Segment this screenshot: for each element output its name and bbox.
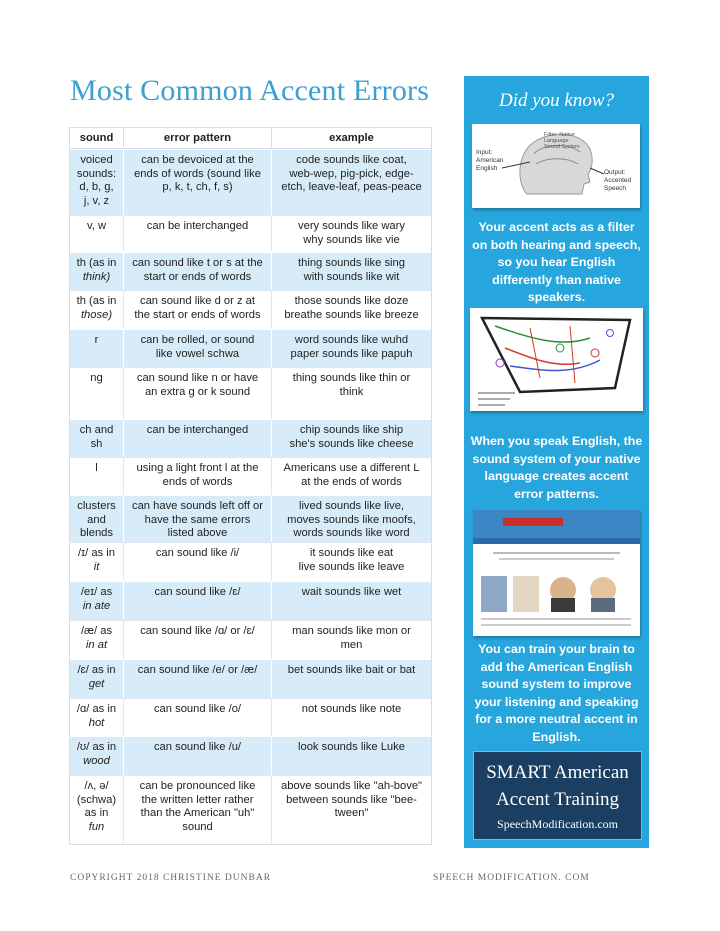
- smart-accent-training-logo: [473, 751, 642, 840]
- header-error-pattern: error pattern: [124, 128, 272, 148]
- cell-sound-line: those): [80, 308, 113, 321]
- website-preview-illustration: [473, 510, 640, 636]
- cell-error-pattern: [124, 496, 272, 542]
- cell-example-line: it sounds like eat: [309, 547, 394, 560]
- table-body: [70, 149, 431, 844]
- brand-url: SpeechModification.com: [497, 817, 618, 831]
- cell-sound-line: /ɑ/ as in: [76, 703, 117, 716]
- brand-line2: Accent Training: [496, 789, 619, 810]
- cell-error-pattern-line: the start or ends of words: [134, 308, 261, 321]
- cell-error-pattern: [124, 291, 272, 329]
- table-row: [70, 581, 431, 620]
- cell-example: [272, 621, 431, 659]
- cell-example-line: she's sounds like cheese: [289, 437, 414, 450]
- footer-website: SPEECH MODIFICATION. COM: [433, 873, 590, 883]
- cell-example: [272, 150, 431, 215]
- cell-error-pattern-line: can be rolled, or sound: [140, 334, 255, 347]
- cell-example-line: those sounds like doze: [294, 295, 409, 308]
- cell-sound: [70, 420, 124, 457]
- cell-sound: [70, 582, 124, 620]
- cell-sound: [70, 368, 124, 419]
- cell-sound: [70, 776, 124, 844]
- table-header-row: [70, 128, 431, 149]
- cell-sound: [70, 496, 124, 542]
- cell-error-pattern-line: can sound like /ɛ/: [154, 586, 241, 599]
- brand-line1: SMART American: [486, 762, 629, 783]
- cell-example-line: thing sounds like thin or: [292, 372, 411, 385]
- cell-example: [272, 458, 431, 495]
- cell-example-line: not sounds like note: [301, 703, 402, 716]
- cell-error-pattern-line: can be interchanged: [146, 220, 249, 233]
- cell-error-pattern-line: start or ends of words: [143, 270, 252, 283]
- cell-example-line: code sounds like coat,: [296, 154, 407, 167]
- hand-drawn-vowel-chart: [470, 308, 643, 411]
- cell-sound: [70, 291, 124, 329]
- cell-example-line: lived sounds like live,: [298, 500, 405, 513]
- cell-sound-line: clusters: [77, 500, 116, 513]
- cell-sound-line: think): [82, 270, 111, 283]
- cell-error-pattern: [124, 737, 272, 775]
- cell-sound: [70, 253, 124, 290]
- cell-error-pattern: [124, 330, 272, 367]
- cell-error-pattern: [124, 420, 272, 457]
- cell-example: [272, 216, 431, 252]
- cell-example-line: breathe sounds like breeze: [284, 308, 419, 321]
- table-row: [70, 215, 431, 252]
- cell-sound: [70, 699, 124, 736]
- cell-example-line: chip sounds like ship: [299, 424, 404, 437]
- website-screenshot: [473, 510, 640, 636]
- cell-error-pattern: [124, 699, 272, 736]
- cell-error-pattern: [124, 660, 272, 698]
- cell-sound-line: j, v, z: [83, 194, 110, 207]
- table-row: [70, 775, 431, 844]
- cell-error-pattern: [124, 582, 272, 620]
- output-label-line2: Accented: [604, 177, 632, 184]
- sidebar-text-filter: Your accent acts as a filter on both hearing and speech, so you hear English differently than native speakers.: [472, 220, 641, 304]
- cell-error-pattern: [124, 543, 272, 581]
- cell-example-line: tween": [334, 807, 369, 820]
- cell-sound-line: sh: [90, 437, 103, 450]
- input-label-line1: Input:: [476, 149, 493, 156]
- cell-sound-line: /ɪ/ as in: [78, 547, 115, 560]
- svg-text:Input:AmericanEnglish: [476, 149, 504, 172]
- table-row: [70, 698, 431, 736]
- cell-example-line: very sounds like wary: [298, 220, 405, 233]
- cell-error-pattern-line: can sound like n or have: [136, 372, 259, 385]
- cell-sound-line: th (as in: [76, 257, 117, 270]
- table-row: [70, 457, 431, 495]
- table-row: [70, 620, 431, 659]
- page-title: Most Common Accent Errors: [70, 74, 430, 107]
- input-label-line2: American: [476, 157, 504, 164]
- table-row: [70, 419, 431, 457]
- cell-sound: [70, 330, 124, 367]
- cell-sound-line: in at: [85, 638, 108, 651]
- cell-sound-line: voiced: [80, 154, 113, 167]
- cell-error-pattern-line: can sound like /o/: [153, 703, 242, 716]
- input-label-line3: English: [476, 165, 498, 172]
- cell-sound-line: blends: [80, 527, 113, 540]
- cell-sound-line: th (as in: [76, 295, 117, 308]
- cell-error-pattern-line: ends of words: [162, 475, 233, 488]
- filter-label-line2: Language: [544, 138, 569, 144]
- cell-example-line: word sounds like wuhd: [294, 334, 409, 347]
- table-row: [70, 149, 431, 215]
- cell-example-line: words sounds like word: [293, 527, 410, 540]
- table-row: [70, 659, 431, 698]
- cell-sound: [70, 458, 124, 495]
- cell-sound-line: /eɪ/ as: [80, 586, 113, 599]
- cell-example: [272, 582, 431, 620]
- cell-example: [272, 699, 431, 736]
- cell-error-pattern-line: listed above: [167, 527, 228, 540]
- output-label-line1: Output:: [604, 169, 626, 176]
- cell-error-pattern-line: the written letter rather: [141, 793, 254, 806]
- table-row: [70, 736, 431, 775]
- table-row: [70, 290, 431, 329]
- sidebar-text-train-brain: You can train your brain to add the American English sound system to improve your listening and speaking for a more neutral accent in English.: [474, 642, 639, 744]
- cell-example-line: paper sounds like papuh: [290, 347, 413, 360]
- table-row: [70, 367, 431, 419]
- cell-sound: [70, 737, 124, 775]
- cell-error-pattern-line: can sound like /u/: [153, 741, 242, 754]
- cell-example-line: between sounds like "bee-: [286, 793, 417, 806]
- cell-sound-line: hot: [88, 716, 105, 729]
- cell-error-pattern: [124, 150, 272, 215]
- cell-sound: [70, 543, 124, 581]
- head-filter-illustration: [472, 124, 640, 208]
- cell-error-pattern-line: sound: [182, 820, 213, 833]
- cell-error-pattern-line: can sound like /ɑ/ or /ɛ/: [140, 625, 255, 638]
- cell-example: [272, 291, 431, 329]
- cell-error-pattern-line: can be interchanged: [146, 424, 249, 437]
- cell-sound-line: as in: [84, 807, 109, 820]
- cell-example-line: at the ends of words: [301, 475, 402, 488]
- header-sound: sound: [70, 128, 124, 148]
- cell-sound-line: l: [95, 462, 98, 475]
- cell-sound-line: /ʌ, ə/: [84, 780, 109, 793]
- cell-error-pattern-line: an extra g or k sound: [144, 385, 251, 398]
- cell-example-line: thing sounds like sing: [298, 257, 405, 270]
- table-row: [70, 252, 431, 290]
- cell-error-pattern-line: can be devoiced at the: [141, 154, 254, 167]
- cell-sound-line: v, w: [86, 220, 107, 233]
- cell-example-line: look sounds like Luke: [298, 741, 405, 754]
- output-label-line3: Speech: [604, 185, 627, 192]
- cell-error-pattern-line: p, k, t, ch, f, s): [162, 181, 233, 194]
- table-row: [70, 495, 431, 542]
- cell-sound-line: ng: [90, 372, 103, 385]
- cell-example: [272, 737, 431, 775]
- cell-example: [272, 543, 431, 581]
- cell-example: [272, 496, 431, 542]
- cell-sound-line: it: [93, 560, 100, 573]
- cell-error-pattern-line: can sound like /i/: [155, 547, 240, 560]
- cell-sound-line: r: [94, 334, 99, 347]
- cell-sound-line: fun: [88, 820, 105, 833]
- cell-example: [272, 660, 431, 698]
- cell-example-line: above sounds like "ah-bove": [280, 780, 423, 793]
- cell-example-line: with sounds like wit: [303, 270, 400, 283]
- cell-example: [272, 330, 431, 367]
- cell-error-pattern: [124, 776, 272, 844]
- cell-error-pattern: [124, 216, 272, 252]
- table-row: [70, 542, 431, 581]
- cell-sound-line: d, b, g,: [79, 181, 114, 194]
- footer-copyright: COPYRIGHT 2018 CHRISTINE DUNBAR: [70, 873, 272, 883]
- cell-error-pattern-line: can sound like t or s at the: [132, 257, 263, 270]
- cell-sound-line: sounds:: [76, 167, 117, 180]
- cell-error-pattern-line: like vowel schwa: [155, 347, 240, 360]
- cell-example-line: bet sounds like bait or bat: [287, 664, 416, 677]
- cell-error-pattern-line: can sound like d or z at: [139, 295, 256, 308]
- cell-example-line: moves sounds like moofs,: [287, 513, 416, 526]
- cell-error-pattern-line: can sound like /e/ or /æ/: [137, 664, 258, 677]
- cell-example-line: wait sounds like wet: [301, 586, 402, 599]
- cell-error-pattern-line: can be pronounced like: [139, 780, 256, 793]
- cell-error-pattern: [124, 253, 272, 290]
- cell-error-pattern-line: using a light front l at the: [136, 462, 259, 475]
- cell-example-line: why sounds like vie: [303, 233, 400, 246]
- cell-error-pattern-line: can have sounds left off or: [131, 500, 264, 513]
- cell-sound: [70, 621, 124, 659]
- cell-example-line: etch, leave-leaf, peas-peace: [281, 181, 422, 194]
- cell-error-pattern-line: ends of words (sound like: [134, 167, 261, 180]
- filter-label-line3: Sound System: [544, 144, 580, 150]
- cell-example-line: live sounds like leave: [298, 560, 405, 573]
- cell-error-pattern: [124, 458, 272, 495]
- cell-sound-line: /ʊ/ as in: [76, 741, 117, 754]
- cell-example: [272, 368, 431, 419]
- did-you-know-sidebar: [464, 76, 649, 848]
- table-row: [70, 329, 431, 367]
- cell-sound: [70, 150, 124, 215]
- cell-example-line: think: [339, 385, 364, 398]
- accent-errors-table: [69, 127, 432, 845]
- cell-sound-line: and: [87, 513, 106, 526]
- cell-example: [272, 776, 431, 844]
- cell-error-pattern-line: than the American "uh": [140, 807, 255, 820]
- cell-sound: [70, 660, 124, 698]
- cell-example-line: men: [340, 638, 363, 651]
- cell-error-pattern-line: have the same errors: [144, 513, 251, 526]
- cell-error-pattern: [124, 621, 272, 659]
- cell-sound: [70, 216, 124, 252]
- accent-filter-diagram: [472, 124, 640, 208]
- cell-example: [272, 420, 431, 457]
- sidebar-text-sound-system: When you speak English, the sound system of your native language creates accent error patterns.: [470, 434, 643, 501]
- vowel-chart-sketch: [470, 308, 643, 411]
- cell-sound-line: (schwa): [76, 793, 117, 806]
- cell-sound-line: /ɛ/ as in: [77, 664, 116, 677]
- sidebar-heading: Did you know?: [498, 90, 615, 111]
- cell-example: [272, 253, 431, 290]
- svg-text:Output:AccentedSpeech: [604, 169, 631, 192]
- header-example: example: [329, 132, 374, 144]
- cell-sound-line: wood: [83, 754, 110, 767]
- cell-example-line: man sounds like mon or: [292, 625, 411, 638]
- cell-sound-line: /æ/ as: [80, 625, 113, 638]
- cell-sound-line: ch and: [79, 424, 114, 437]
- cell-sound-line: in ate: [82, 599, 111, 612]
- cell-example-line: Americans use a different L: [283, 462, 420, 475]
- cell-error-pattern: [124, 368, 272, 419]
- filter-label-line1: Filter: Native: [544, 132, 575, 138]
- cell-example-line: web-wep, pig-pick, edge-: [289, 167, 414, 180]
- cell-sound-line: get: [88, 677, 105, 690]
